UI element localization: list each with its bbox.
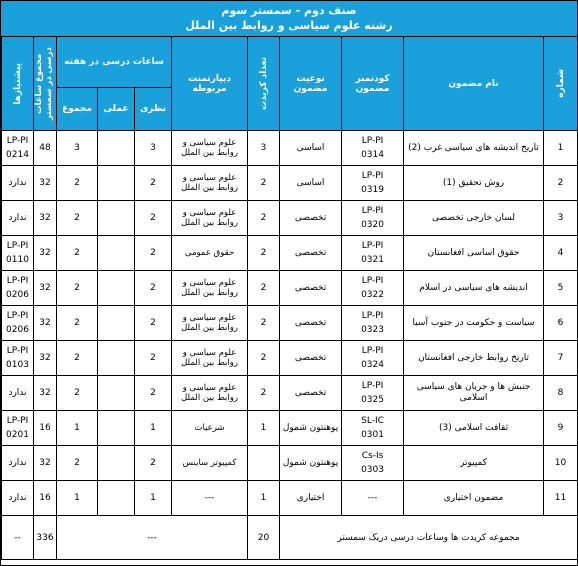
weekly-total-hours: 2 <box>57 201 98 236</box>
subject-type: تخصصی <box>280 306 342 341</box>
theory-hours: 2 <box>135 306 172 341</box>
credit-count: 2 <box>248 166 280 201</box>
subject-code: SL-IC 0301 <box>342 411 404 446</box>
totals-row <box>2 516 578 560</box>
subject-name: ثقافت اسلامی (3) <box>404 411 544 446</box>
row-number: 6 <box>544 306 578 341</box>
practical-hours <box>98 271 135 306</box>
subject-type: تخصصی <box>280 376 342 411</box>
semester-hours: 32 <box>34 271 57 306</box>
row-number: 4 <box>544 236 578 271</box>
weekly-total-hours: 2 <box>57 271 98 306</box>
credit-count: 3 <box>248 131 280 166</box>
theory-hours: 3 <box>135 131 172 166</box>
theory-hours: 2 <box>135 341 172 376</box>
semester-hours: 48 <box>34 131 57 166</box>
row-number: 5 <box>544 271 578 306</box>
semester-hours: 32 <box>34 166 57 201</box>
subject-code: LP-PI 0324 <box>342 341 404 376</box>
table-row <box>2 411 578 446</box>
practical-hours <box>98 411 135 446</box>
theory-hours: 2 <box>135 446 172 481</box>
table-row <box>2 201 578 236</box>
header-code: کودنمبر مضمون <box>342 37 404 131</box>
weekly-total-hours: 2 <box>57 236 98 271</box>
header-practical: عملی <box>98 88 135 131</box>
row-number: 11 <box>544 481 578 516</box>
subject-name: کمپیوتر <box>404 446 544 481</box>
semester-hours: 32 <box>34 236 57 271</box>
credit-count: 2 <box>248 236 280 271</box>
table-row <box>2 166 578 201</box>
course-table <box>1 36 578 560</box>
credit-count <box>248 446 280 481</box>
row-number: 2 <box>544 166 578 201</box>
header-credits: تعداد کریدت <box>248 37 280 131</box>
prerequisite: ندارد <box>2 376 34 411</box>
subject-type: تخصصی <box>280 341 342 376</box>
weekly-total-hours: 1 <box>57 411 98 446</box>
prerequisite: LP-PI 0206 <box>2 306 34 341</box>
subject-type: تخصصی <box>280 271 342 306</box>
totals-credits: 20 <box>248 516 280 560</box>
prerequisite: LP-PI 0110 <box>2 236 34 271</box>
table-row <box>2 131 578 166</box>
weekly-total-hours: 3 <box>57 131 98 166</box>
table-row <box>2 271 578 306</box>
department: علوم سیاسی و روابط بین الملل <box>172 376 248 411</box>
semester-hours: 16 <box>34 411 57 446</box>
subject-name: لسان خارجی تخصصی <box>404 201 544 236</box>
prerequisite: LP-PI 0103 <box>2 341 34 376</box>
credit-count: 1 <box>248 411 280 446</box>
totals-semester-hours: 336 <box>34 516 57 560</box>
subject-type: اساسی <box>280 131 342 166</box>
subject-name: اندیشه های سیاسی در اسلام <box>404 271 544 306</box>
header-theory: نظری <box>135 88 172 131</box>
document-title <box>1 1 577 36</box>
row-number: 9 <box>544 411 578 446</box>
theory-hours: 1 <box>135 411 172 446</box>
theory-hours: 1 <box>135 481 172 516</box>
subject-name: تاریخ اندیشه های سیاسی غرب (2) <box>404 131 544 166</box>
practical-hours <box>98 201 135 236</box>
subject-code: LP-PI 0321 <box>342 236 404 271</box>
subject-type: اختیاری <box>280 481 342 516</box>
subject-name: حقوق اساسی افغانستان <box>404 236 544 271</box>
totals-label: مجموعه کریدت ها وساعات درسی دریک سمستر <box>280 516 578 560</box>
row-number: 3 <box>544 201 578 236</box>
practical-hours <box>98 131 135 166</box>
subject-type: تخصصی <box>280 236 342 271</box>
subject-code: --- <box>342 481 404 516</box>
table-row <box>2 236 578 271</box>
credit-count: 2 <box>248 201 280 236</box>
subject-code: LP-PI 0320 <box>342 201 404 236</box>
table-row <box>2 341 578 376</box>
subject-name: جنبش ها و جریان های سیاسی اسلامی <box>404 376 544 411</box>
table-row <box>2 446 578 481</box>
subject-type: پوهنتون شمول <box>280 411 342 446</box>
department: حقوق عمومی <box>172 236 248 271</box>
header-prerequisites: پیشنیازها <box>2 37 34 131</box>
title-line-1: صنف دوم - سمستر سوم <box>221 4 357 17</box>
department: کمپیوتر ساینس <box>172 446 248 481</box>
semester-hours: 32 <box>34 341 57 376</box>
practical-hours <box>98 341 135 376</box>
semester-hours: 16 <box>34 481 57 516</box>
weekly-total-hours: 2 <box>57 376 98 411</box>
subject-code: LP-PI 0322 <box>342 271 404 306</box>
prerequisite: ندارد <box>2 166 34 201</box>
subject-type: پوهنتون شمول <box>280 446 342 481</box>
theory-hours: 2 <box>135 271 172 306</box>
table-row <box>2 481 578 516</box>
practical-hours <box>98 306 135 341</box>
prerequisite: ندارد <box>2 481 34 516</box>
prerequisite: LP-PI 0214 <box>2 131 34 166</box>
table-row <box>2 306 578 341</box>
department: علوم سیاسی و روابط بین الملل <box>172 341 248 376</box>
weekly-total-hours: 1 <box>57 481 98 516</box>
semester-hours: 32 <box>34 306 57 341</box>
subject-name: تاریخ روابط خارجی افغانستان <box>404 341 544 376</box>
semester-hours: 32 <box>34 201 57 236</box>
prerequisite: ندارد <box>2 201 34 236</box>
subject-name: مضمون اختیاری <box>404 481 544 516</box>
subject-name: روش تحقیق (1) <box>404 166 544 201</box>
subject-type: اساسی <box>280 166 342 201</box>
practical-hours <box>98 376 135 411</box>
totals-weekly: --- <box>57 516 248 560</box>
header-weekly-hours: ساعات درسی در هفته <box>57 37 172 88</box>
theory-hours: 2 <box>135 201 172 236</box>
prerequisite: ندارد <box>2 446 34 481</box>
header-total: مجموع <box>57 88 98 131</box>
header-number: شماره <box>544 37 578 131</box>
header-subject: نام مضمون <box>404 37 544 131</box>
credit-count: 2 <box>248 376 280 411</box>
credit-count: 1 <box>248 481 280 516</box>
department: --- <box>172 481 248 516</box>
department: علوم سیاسی و روابط بین الملل <box>172 306 248 341</box>
credit-count: 2 <box>248 341 280 376</box>
department: علوم سیاسی و روابط بین الملل <box>172 131 248 166</box>
header-department: دیپارتمنت مربوطه <box>172 37 248 131</box>
theory-hours: 2 <box>135 236 172 271</box>
row-number: 8 <box>544 376 578 411</box>
weekly-total-hours: 2 <box>57 166 98 201</box>
weekly-total-hours: 2 <box>57 446 98 481</box>
practical-hours <box>98 166 135 201</box>
table-row <box>2 376 578 411</box>
title-line-2: رشته علوم سیاسی و روابط بین الملل <box>185 19 393 32</box>
totals-prerequisites: -- <box>2 516 34 560</box>
prerequisite: LP-PI 0201 <box>2 411 34 446</box>
row-number: 10 <box>544 446 578 481</box>
practical-hours <box>98 481 135 516</box>
practical-hours <box>98 446 135 481</box>
subject-code: LP-PI 0314 <box>342 131 404 166</box>
weekly-total-hours: 2 <box>57 306 98 341</box>
subject-code: Cs-Is 0303 <box>342 446 404 481</box>
subject-type: تخصصی <box>280 201 342 236</box>
semester-hours: 32 <box>34 446 57 481</box>
credit-count: 2 <box>248 271 280 306</box>
subject-code: LP-PI 0323 <box>342 306 404 341</box>
row-number: 1 <box>544 131 578 166</box>
department: شرعیات <box>172 411 248 446</box>
header-semester-hours: مجموع ساعات درسی در سمستر <box>34 37 57 131</box>
weekly-total-hours: 2 <box>57 341 98 376</box>
department: علوم سیاسی و روابط بین الملل <box>172 166 248 201</box>
prerequisite: LP-PI 0206 <box>2 271 34 306</box>
semester-hours: 32 <box>34 376 57 411</box>
theory-hours: 2 <box>135 376 172 411</box>
practical-hours <box>98 236 135 271</box>
subject-name: سیاست و حکومت در جنوب آسیا <box>404 306 544 341</box>
department: علوم سیاسی و روابط بین الملل <box>172 271 248 306</box>
header-type: نوعیت مضمون <box>280 37 342 131</box>
subject-code: LP-PI 0325 <box>342 376 404 411</box>
subject-code: LP-PI 0319 <box>342 166 404 201</box>
row-number: 7 <box>544 341 578 376</box>
theory-hours: 2 <box>135 166 172 201</box>
credit-count: 2 <box>248 306 280 341</box>
department: علوم سیاسی و روابط بین الملل <box>172 201 248 236</box>
